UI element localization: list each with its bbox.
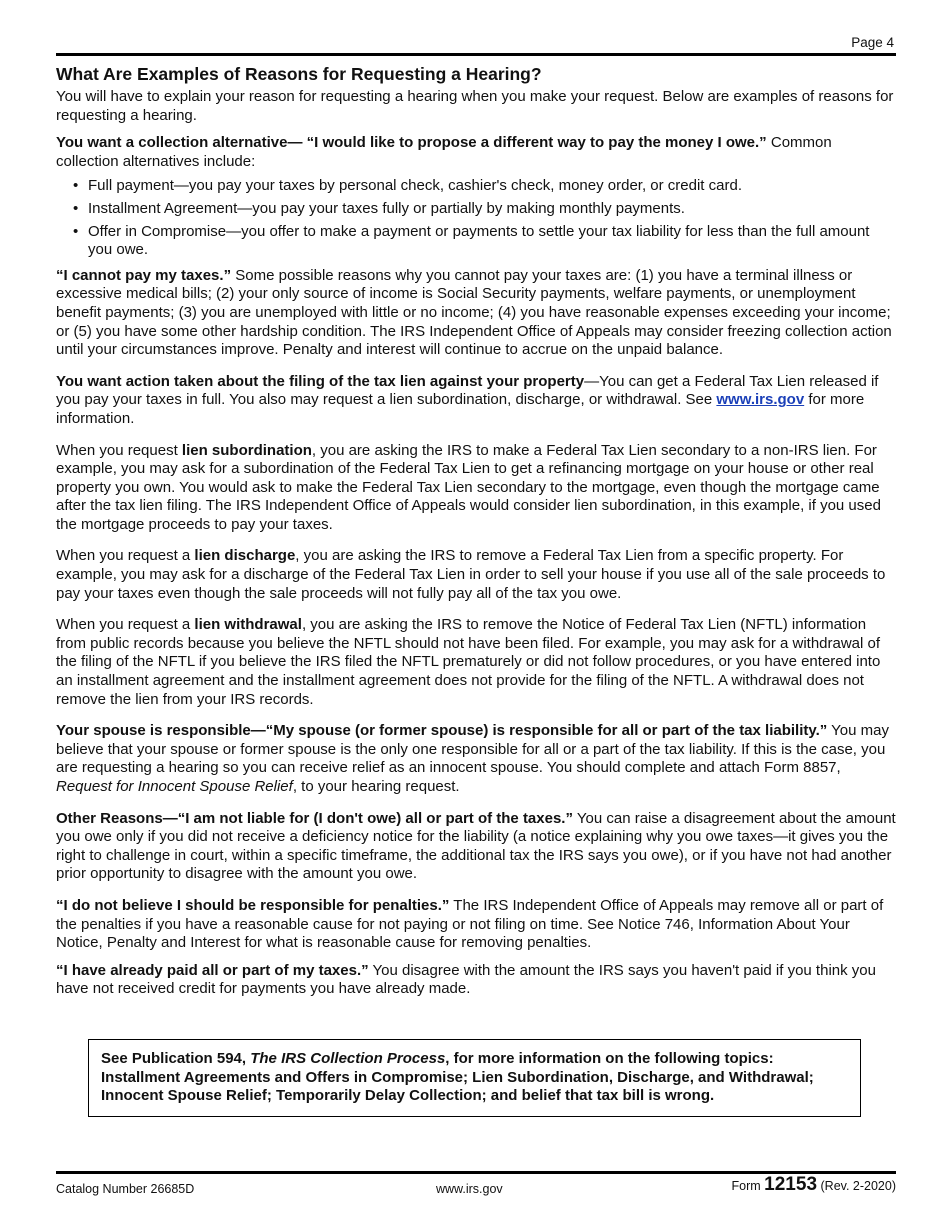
subordination-term: lien subordination	[181, 441, 312, 459]
cannot-pay-text: Some possible reasons why you cannot pay your taxes are: (1) you have a terminal illness or excessive medical bills; (2) your only source of income is Social Security payments, welfare payments, or unemployment benefit payments; (3) you are unemployed with little or no income; (4) you have reasonable expenses exceeding your income; or (5) you have some other hardship condition. The IRS Independent Office of Appeals may consider freezing collection action until your circumstances improve. Penalty and interest will continue to accrue on the unpaid balance.	[56, 266, 892, 359]
form-revision: (Rev. 2-2020)	[820, 1179, 896, 1193]
cannot-pay-lead: “I cannot pay my taxes.”	[56, 266, 232, 284]
collection-lead: You want a collection alternative— “I would like to propose a different way to pay the money I owe.”	[56, 134, 767, 152]
section-heading: What Are Examples of Reasons for Requesting a Hearing?	[56, 64, 542, 84]
other-reasons-lead: Other Reasons—“I am not liable for (I don't owe) all or part of the taxes.”	[56, 809, 573, 827]
withdrawal-text: , you are asking the IRS to remove the Notice of Federal Tax Lien (NFTL) information from public records because you believe the NFTL should not have been filed. For example, you may ask for a withdrawal of the filing of the NFTL if you believe the IRS filed the NFTL prematurely or did not follow procedures, or you have entered into an installment agreement and the installment agreement does not provide for the filing of the NFTL. A withdrawal does not remove the lien from your IRS records.	[56, 616, 881, 708]
paid-text: You disagree with the amount the IRS says you haven't paid if you think you have not received credit for payments you have already made.	[56, 961, 876, 998]
form-number: 12153	[764, 1174, 818, 1195]
other-reasons-text: You can raise a disagreement about the amount you owe only if you did not receive a deficiency notice for the liability (a notice explaining why you owe taxes—it gives you the right to challenge in court, within a specific timeframe, the additional tax the IRS says you owe), or if you have not had another prior opportunity to disagree with the amount you owe.	[56, 809, 896, 883]
discharge-paragraph	[56, 547, 896, 603]
publication-594-callout	[88, 1039, 861, 1117]
withdrawal-paragraph	[56, 616, 896, 709]
spouse-lead: Your spouse is responsible—“My spouse (or former spouse) is responsible for all or part of the tax liability.”	[56, 722, 828, 740]
subordination-text: , you are asking the IRS to make a Federal Tax Lien secondary to a non-IRS lien. For example, you may ask for a subordination of the Federal Tax Lien to get a refinancing mortgage on your house or other real property you own. You would ask to make the Federal Tax Lien secondary to the mortgage, even though the mortgage came after the tax lien filing. The IRS Independent Office of Appeals would consider lien subordination, in this example, if you used the mortgage proceeds to pay your taxes.	[56, 441, 881, 533]
withdrawal-pre: When you request a	[56, 616, 195, 634]
spouse-after: , to your hearing request.	[292, 778, 460, 795]
cannot-pay-paragraph	[56, 267, 896, 360]
list-item: • Full payment—you pay your taxes by personal check, cashier's check, money order, or credit card.	[56, 177, 896, 196]
form-label: Form	[731, 1179, 761, 1193]
page-content	[56, 63, 896, 999]
form-identifier	[732, 1176, 896, 1196]
publication-title: The IRS Collection Process	[250, 1050, 446, 1067]
list-item: • Offer in Compromise—you offer to make a payment or payments to settle your tax liability for less than the full amount you owe.	[56, 223, 896, 260]
spouse-text: You may believe that your spouse or former spouse is the only one responsible for all or a part of the tax liability. If this is the case, you are requesting a hearing so you can receive relief as an innocent spouse. You should complete and attach Form 8857,	[56, 722, 889, 777]
paid-paragraph	[56, 962, 896, 999]
collection-paragraph	[56, 134, 896, 171]
intro-paragraph: You will have to explain your reason for requesting a hearing when you make your request. Below are examples of reasons for requesting a hearing.	[56, 88, 894, 124]
spouse-paragraph	[56, 722, 896, 796]
withdrawal-term: lien withdrawal	[194, 616, 302, 634]
paid-lead: “I have already paid all or part of my taxes.”	[56, 961, 369, 979]
callout-text: , for more information on the following topics: Installment Agreements and Offers in Compromise; Lien Subordination, Discharge, and Withdrawal; Innocent Spouse Relief; Temporarily Delay Collection; and belief that tax bill is wrong.	[101, 1050, 814, 1105]
callout-pre: See Publication 594,	[101, 1050, 251, 1067]
page-number: Page 4	[851, 35, 894, 50]
irs-website-link[interactable]: www.irs.gov	[716, 391, 805, 409]
footer-website: www.irs.gov	[436, 1182, 503, 1196]
discharge-text: , you are asking the IRS to remove a Federal Tax Lien from a specific property. For example, you may ask for a discharge of the Federal Tax Lien in order to sell your house if you use all of the sale proceeds to pay your taxes even though the sale proceeds will not fully pay all of the tax you owe.	[56, 547, 886, 602]
collection-text: Common collection alternatives include:	[56, 134, 832, 170]
discharge-term: lien discharge	[194, 547, 296, 565]
top-divider	[56, 53, 896, 56]
penalties-lead: “I do not believe I should be responsible for penalties.”	[56, 896, 450, 914]
list-item: • Installment Agreement—you pay your taxes fully or partially by making monthly payments.	[56, 200, 896, 219]
catalog-number: Catalog Number 26685D	[56, 1182, 195, 1196]
subordination-pre: When you request	[56, 441, 182, 459]
penalties-paragraph	[56, 897, 896, 953]
lien-action-paragraph	[56, 373, 896, 429]
lien-action-lead: You want action taken about the filing of the tax lien against your property	[56, 372, 585, 390]
penalties-text: The IRS Independent Office of Appeals may remove all or part of the penalties if you have a reasonable cause for not paying or not filing on time. See Notice 746, Information About Your Notice, Penalty and Interest for what is reasonable cause for removing penalties.	[56, 896, 884, 952]
collection-alternatives-list	[56, 177, 896, 259]
subordination-paragraph	[56, 442, 896, 535]
form-8857-title: Request for Innocent Spouse Relief	[56, 778, 293, 795]
lien-action-after: for more information.	[56, 391, 865, 427]
lien-action-text: —You can get a Federal Tax Lien released if you pay your taxes in full. You also may request a lien subordination, discharge, or withdrawal. See	[56, 372, 879, 409]
discharge-pre: When you request a	[56, 547, 195, 565]
other-reasons-paragraph	[56, 810, 896, 884]
